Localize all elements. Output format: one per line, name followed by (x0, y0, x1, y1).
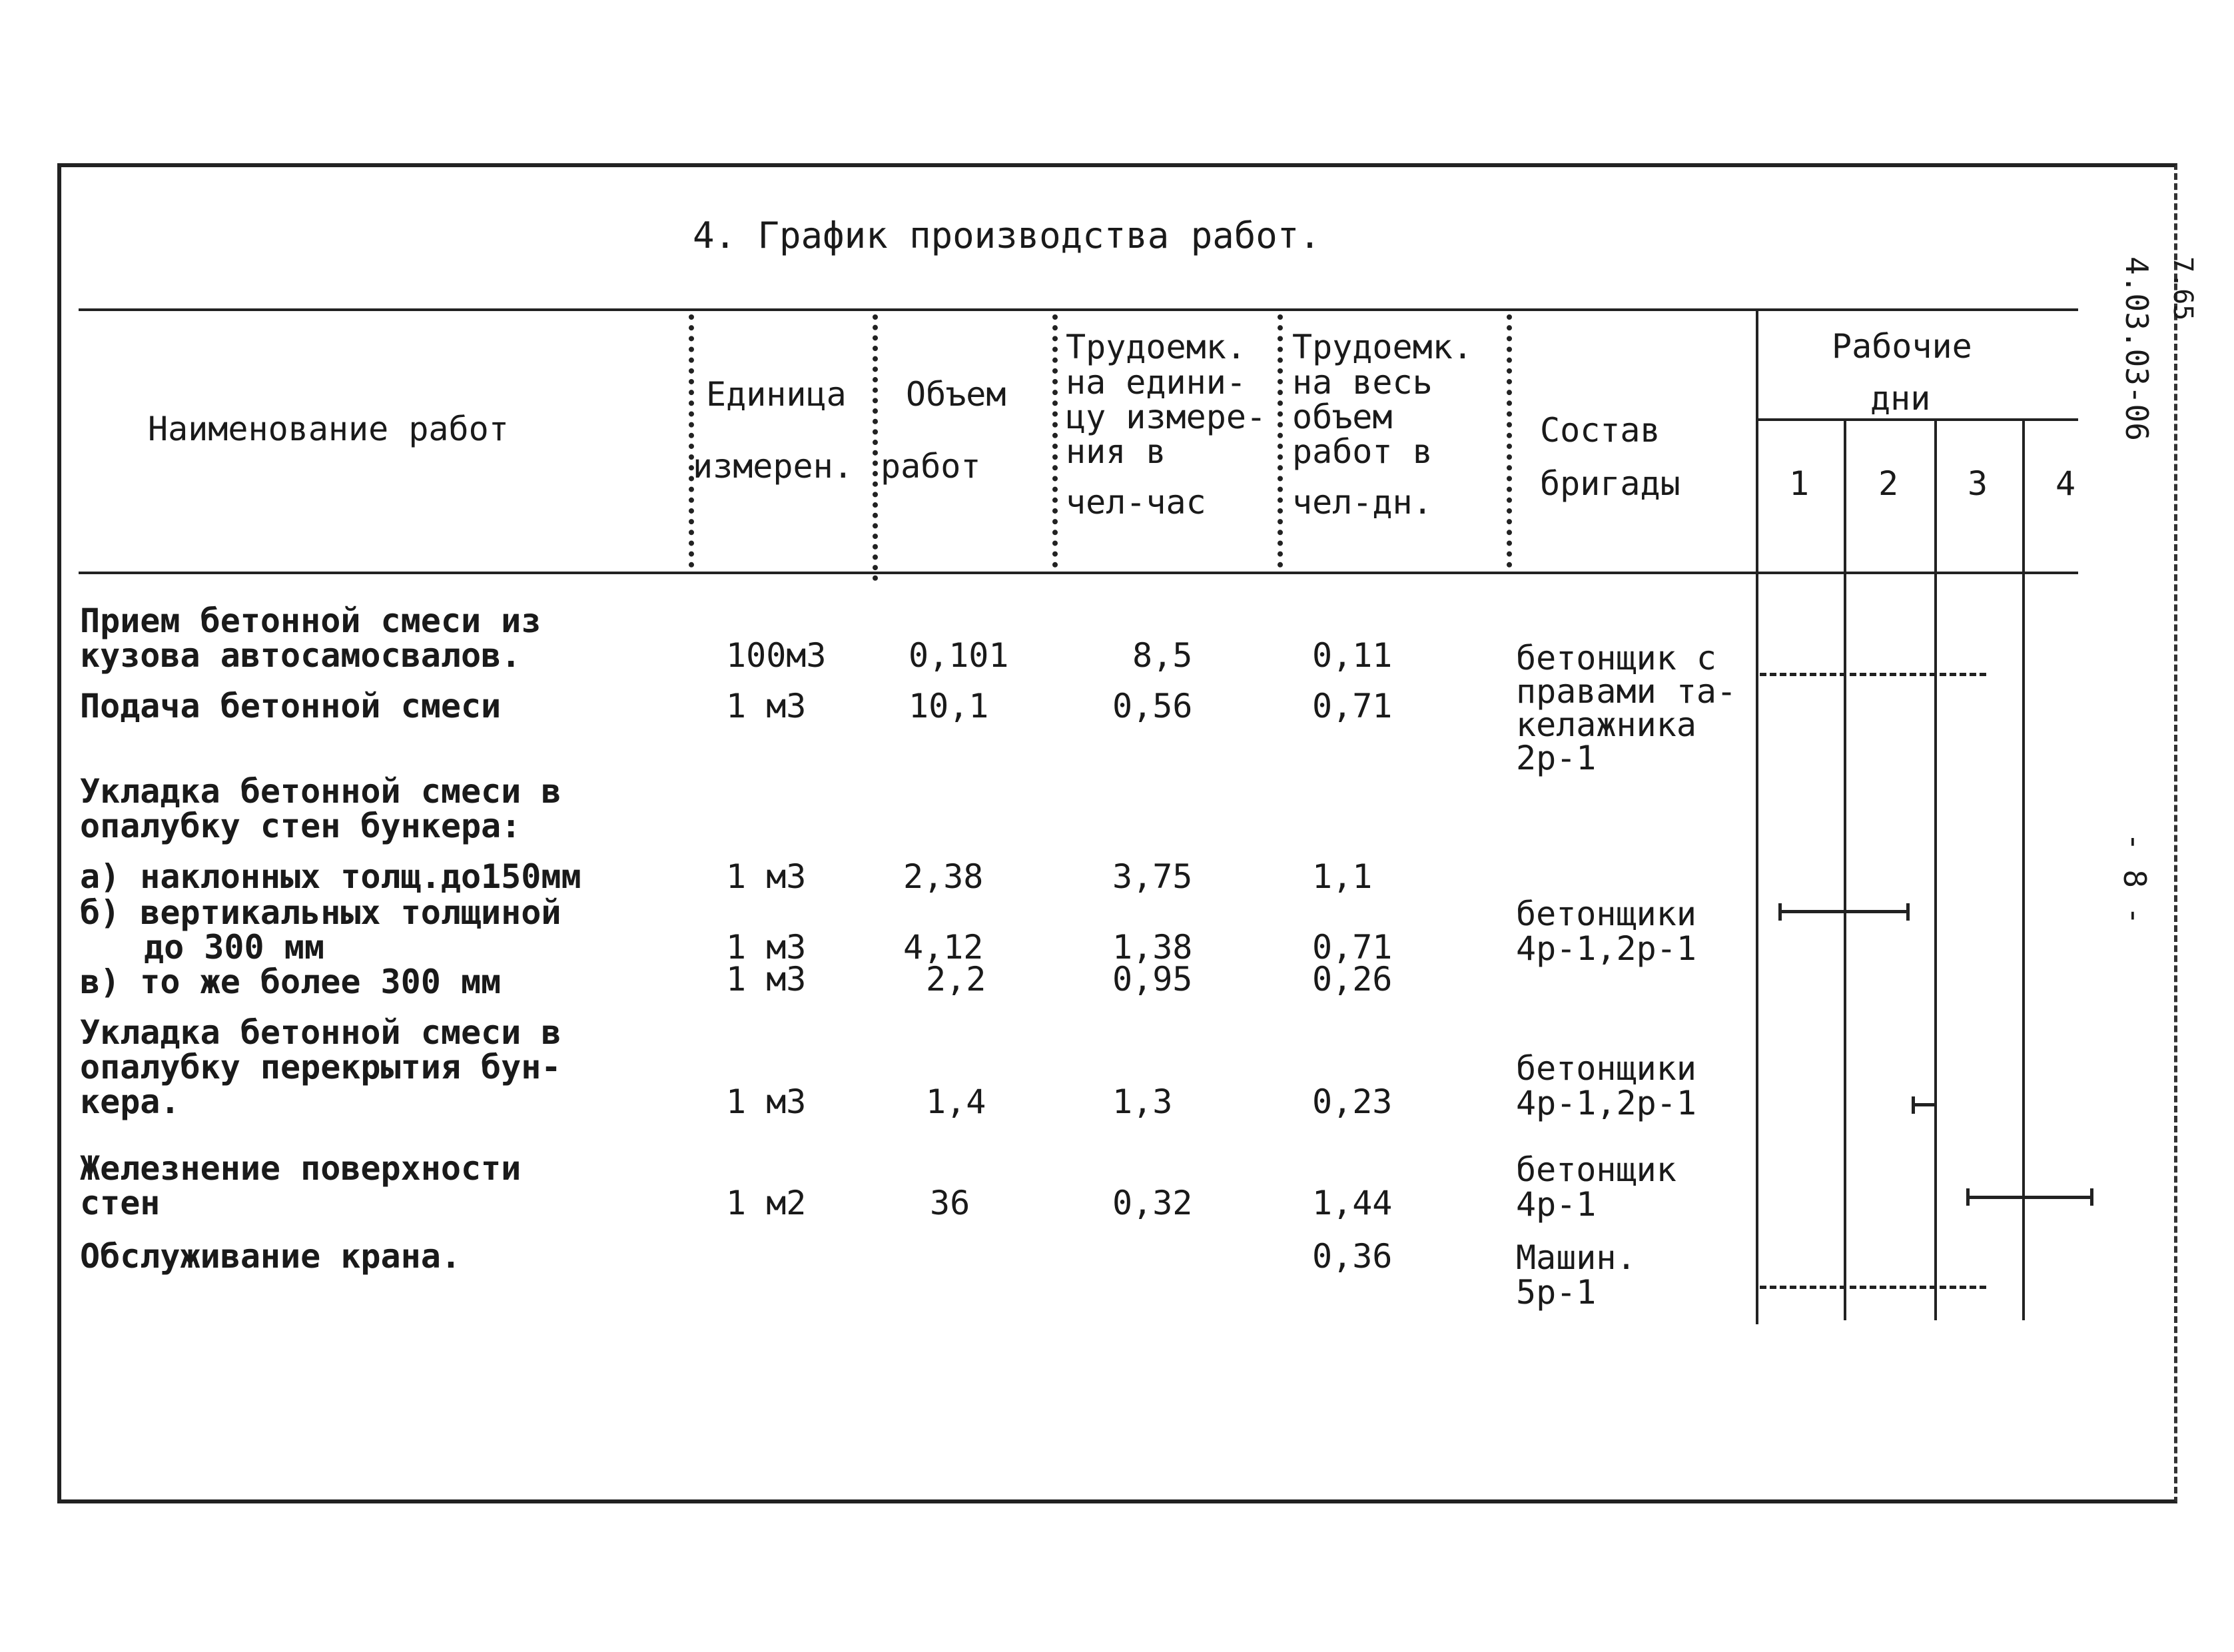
row1-labor-total: 0,11 (1312, 636, 1393, 675)
header-unit-2: измерен. (693, 447, 853, 486)
header-labor-total-5: чел-дн. (1292, 483, 1433, 522)
col-sep-2 (873, 314, 878, 581)
row2-labor-unit: 0,56 (1112, 687, 1193, 725)
row3c-name: в) то же более 300 мм (80, 963, 502, 1001)
row2-name: Подача бетонной смеси (80, 687, 502, 725)
schedule-bar-walls-end-tick (1906, 903, 1910, 921)
col-sep-5 (1507, 314, 1512, 568)
col-sep-4 (1278, 314, 1283, 568)
row4-labor-unit: 1,3 (1112, 1082, 1173, 1121)
header-volume-1: Объем (906, 375, 1006, 414)
schedule-bar-trowelling (1968, 1196, 2091, 1199)
row6-name: Обслуживание крана. (80, 1237, 461, 1276)
header-labor-total-3: объем (1292, 398, 1393, 436)
header-labor-unit-4: ния в (1066, 432, 1166, 471)
header-days-1: Рабочие (1832, 327, 1972, 366)
row3a-volume: 2,38 (903, 857, 984, 896)
row3b-name-line2: до 300 мм (144, 928, 324, 967)
schedule-bar-crane-service (1760, 1286, 1986, 1289)
row4-unit: 1 м3 (726, 1082, 807, 1121)
row3a-unit: 1 м3 (726, 857, 807, 896)
col-sep-3 (1052, 314, 1058, 568)
row4-labor-total: 0,23 (1312, 1082, 1393, 1121)
row3-name-line2: опалубку стен бункера: (80, 807, 522, 845)
page-number: - 8 - (2117, 833, 2153, 925)
row2-labor-total: 0,71 (1312, 687, 1393, 725)
schedule-bar-roof-laying (1913, 1103, 1936, 1106)
day-number-1: 1 (1789, 464, 1810, 503)
row1-crew-line1: бетонщик с (1516, 639, 1717, 677)
day-number-4: 4 (2055, 464, 2076, 503)
day-number-3: 3 (1968, 464, 1988, 503)
row3b-labor-total: 0,71 (1312, 928, 1393, 967)
header-labor-total-4: работ в (1292, 432, 1433, 471)
row1-name-line1: Прием бетонной смеси из (80, 602, 542, 640)
row5-unit: 1 м2 (726, 1184, 807, 1222)
row4-crew-line2: 4р-1,2р-1 (1516, 1084, 1696, 1122)
row2-volume: 10,1 (909, 687, 989, 725)
header-name: Наименование работ (148, 410, 509, 448)
day-number-2: 2 (1878, 464, 1899, 503)
row2-unit: 1 м3 (726, 687, 807, 725)
row5-crew-line1: бетонщик (1516, 1150, 1676, 1189)
row1-volume: 0,101 (909, 636, 1009, 675)
document-code: 4.03.03-06 (2119, 256, 2155, 441)
row3c-labor-unit: 0,95 (1112, 960, 1193, 999)
row3b-unit: 1 м3 (726, 928, 807, 967)
header-unit-1: Единица (706, 375, 847, 414)
row4-crew-line1: бетонщики (1516, 1049, 1696, 1088)
header-crew-1: Состав (1540, 411, 1661, 450)
day-line-1 (1844, 421, 1846, 1320)
header-labor-total-1: Трудоемк. (1292, 328, 1473, 366)
row1-labor-unit: 8,5 (1132, 636, 1193, 675)
schedule-bar-trowelling-end-tick (2090, 1188, 2093, 1206)
schedule-bar-roof-start-tick (1912, 1096, 1915, 1114)
schedule-bar-trowelling-start-tick (1966, 1188, 1970, 1206)
row5-crew-line2: 4р-1 (1516, 1185, 1597, 1224)
row1-name-line2: кузова автосамосвалов. (80, 636, 522, 675)
row3a-labor-unit: 3,75 (1112, 857, 1193, 896)
row3a-name: а) наклонных толщ.до150мм (80, 857, 581, 896)
row3c-volume: 2,2 (926, 960, 986, 999)
header-labor-total-2: на весь (1292, 363, 1433, 402)
row3b-labor-unit: 1,38 (1112, 928, 1193, 967)
row4-name-line2: опалубку перекрытия бун- (80, 1048, 561, 1086)
header-labor-unit-5: чел-час (1066, 483, 1206, 522)
table-title: 4. График производства работ. (693, 214, 1321, 256)
row5-labor-total: 1,44 (1312, 1184, 1393, 1222)
document-code-extra: 7.65 (2167, 256, 2198, 321)
row5-name-line1: Железнение поверхности (80, 1149, 522, 1188)
row1-crew-line4: 2р-1 (1516, 739, 1597, 777)
row6-crew-line2: 5р-1 (1516, 1273, 1597, 1312)
row3b-name-line1: б) вертикальных толщиной (80, 893, 561, 932)
row3-crew-line1: бетонщики (1516, 895, 1696, 933)
row5-volume: 36 (930, 1184, 970, 1222)
header-labor-unit-3: цу измере- (1066, 398, 1267, 436)
schedule-bar-walls-laying (1780, 910, 1908, 913)
row5-name-line2: стен (80, 1184, 161, 1222)
header-top-rule (79, 308, 2078, 311)
schedule-bar-walls-start-tick (1778, 903, 1782, 921)
row4-name-line3: кера. (80, 1082, 181, 1121)
row3c-labor-total: 0,26 (1312, 960, 1393, 999)
row6-crew-line1: Машин. (1516, 1238, 1637, 1277)
row3a-labor-total: 1,1 (1312, 857, 1373, 896)
row1-crew-line3: келажника (1516, 705, 1696, 744)
days-rule (1758, 418, 2078, 421)
header-crew-2: бригады (1540, 464, 1680, 503)
header-labor-unit-2: на едини- (1066, 363, 1246, 402)
row5-labor-unit: 0,32 (1112, 1184, 1193, 1222)
row3-crew-line2: 4р-1,2р-1 (1516, 929, 1696, 968)
row3c-unit: 1 м3 (726, 960, 807, 999)
days-left-line (1756, 308, 1758, 1324)
row1-crew-line2: правами та- (1516, 672, 1737, 711)
row4-volume: 1,4 (926, 1082, 986, 1121)
row3-name-line1: Укладка бетонной смеси в (80, 772, 561, 811)
day-line-2 (1934, 421, 1937, 1320)
header-labor-unit-1: Трудоемк. (1066, 328, 1246, 366)
header-bottom-rule (79, 572, 2078, 574)
row6-labor-total: 0,36 (1312, 1237, 1393, 1276)
day-line-3 (2022, 421, 2025, 1320)
schedule-bar-concrete-intake (1760, 673, 1986, 676)
header-days-2: дни (1870, 379, 1931, 418)
header-volume-2: работ (881, 447, 981, 486)
row4-name-line1: Укладка бетонной смеси в (80, 1013, 561, 1052)
row3b-volume: 4,12 (903, 928, 984, 967)
row1-unit: 100м3 (726, 636, 827, 675)
col-sep-1 (689, 314, 694, 568)
